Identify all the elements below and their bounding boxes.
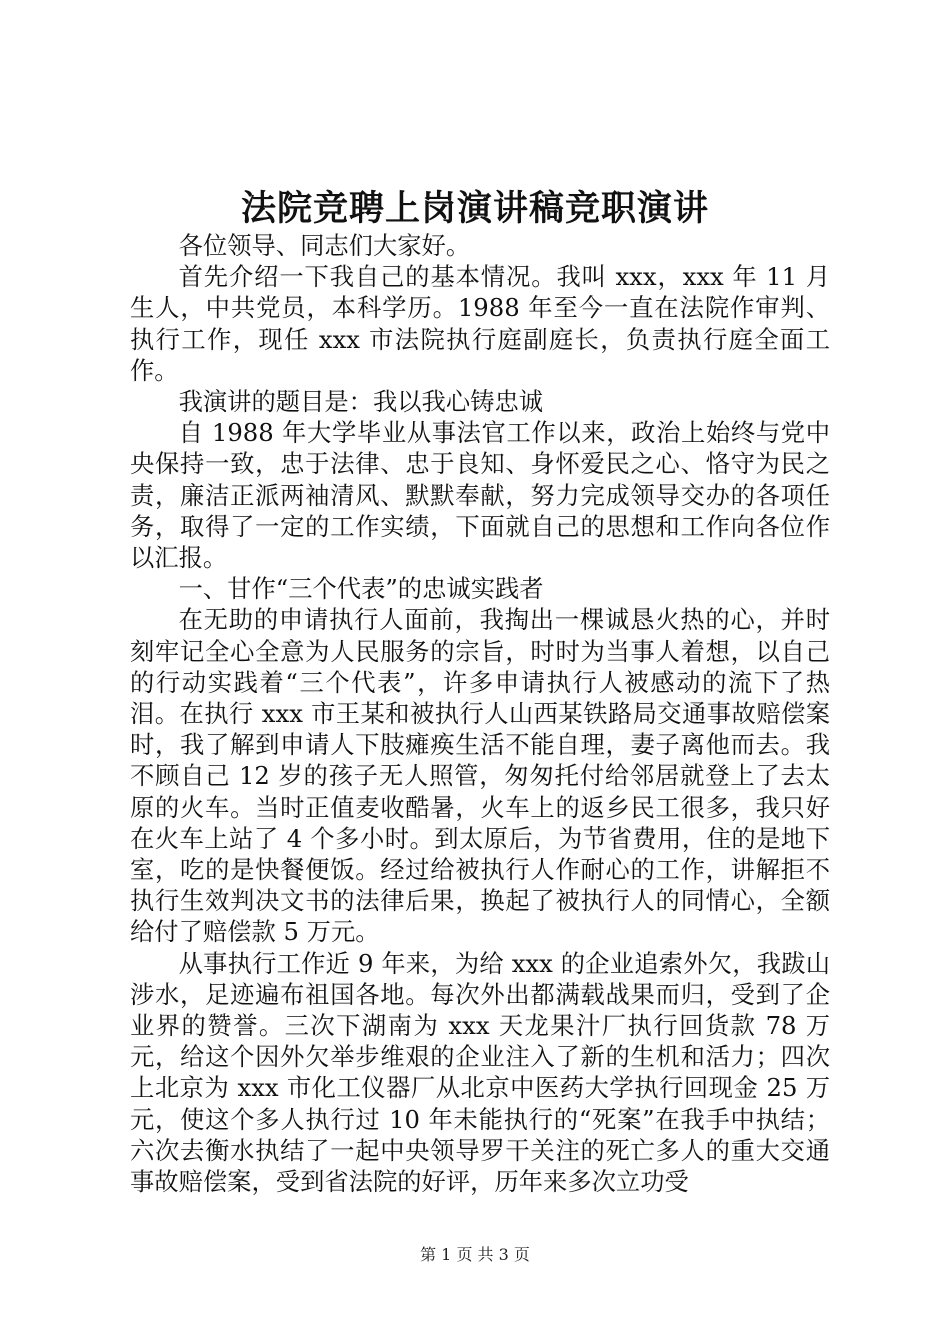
paragraph-speech-topic: 我演讲的题目是：我以我心铸忠诚 xyxy=(178,387,544,417)
page-number-footer: 第 1 页 共 3 页 xyxy=(420,1245,530,1264)
paragraph-execution-work: 从事执行工作近 9 年来，为给 xxx 的企业追索外欠，我跋山涉水，足迹遍布祖国各地。每次外出都满载战果而归，受到了企业界的赞誉。三次下湖南为 xxx 天龙果汁厂执行回货款 78 万元，给这个因外欠举步维艰的企业注入了新的生机和活力；四次上北京为 xxx 市化工仪器厂从北京中医药大学执行回现金 25 万元，使这个多人执行过 10 年未能执行的“死案”在我手中执结；六次去衡水执结了一起中央领导罗干关注的死亡多人的重大交通事故赔偿案，受到省法院的好评，历年来多次立功受 xyxy=(130,948,830,1197)
paragraph-case-story: 在无助的申请执行人面前，我掏出一棵诚恳火热的心，并时刻牢记全心全意为人民服务的宗旨，时时为当事人着想，以自己的行动实践着“三个代表”，许多申请执行人被感动的流下了热泪。在执行 xxx 市王某和被执行人山西某铁路局交通事故赔偿案时，我了解到申请人下肢瘫痪生活不能自理，妻子离他而去。我不顾自己 12 岁的孩子无人照管，匆匆托付给邻居就登上了去太原的火车。当时正值麦收酷暑，火车上的返乡民工很多，我只好在火车上站了 4 个多小时。到太原后，为节省费用，住的是地下室，吃的是快餐便饭。经过给被执行人作耐心的工作，讲解拒不执行生效判决文书的法律后果，换起了被执行人的同情心，全额给付了赔偿款 5 万元。 xyxy=(130,605,830,947)
paragraph-greeting: 各位领导、同志们大家好。 xyxy=(178,231,471,260)
document-body xyxy=(130,230,830,1197)
document-title: 法院竞聘上岗演讲稿竞职演讲 xyxy=(240,188,709,229)
section-heading-1: 一、甘作“三个代表”的忠诚实践者 xyxy=(178,574,544,604)
paragraph-introduction: 首先介绍一下我自己的基本情况。我叫 xxx，xxx 年 11 月生人，中共党员，本科学历。1988 年至今一直在法院作审判、执行工作，现任 xxx 市法院执行庭副庭长，负责执行庭全面工作。 xyxy=(130,262,830,385)
paragraph-career-summary: 自 1988 年大学毕业从事法官工作以来，政治上始终与党中央保持一致，忠于法律、忠于良知、身怀爱民之心、恪守为民之责，廉洁正派两袖清风、默默奉献，努力完成领导交办的各项任务，取得了一定的工作实绩，下面就自己的思想和工作向各位作以汇报。 xyxy=(130,418,830,573)
